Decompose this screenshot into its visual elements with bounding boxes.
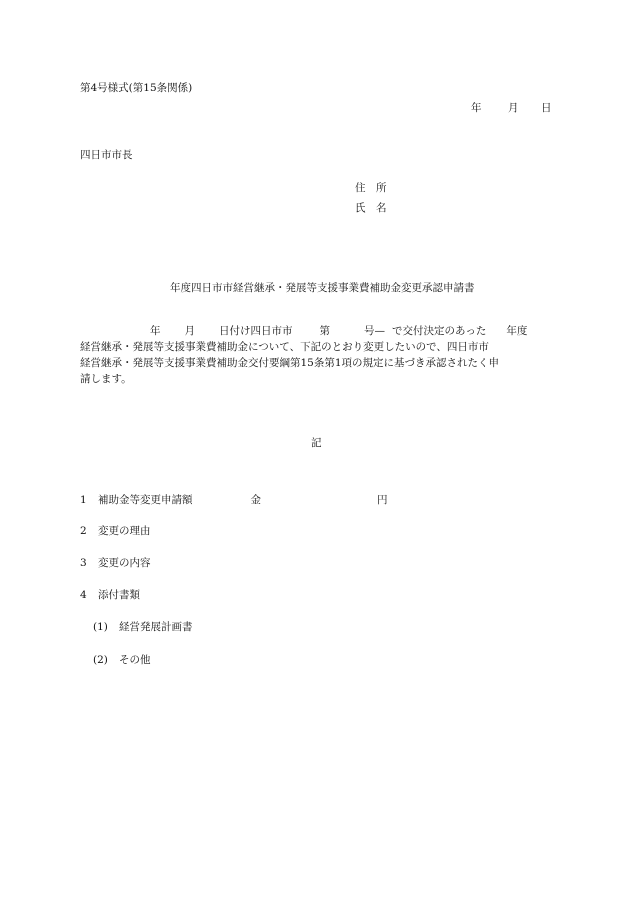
date-day: 日	[541, 102, 552, 114]
item-label: 添付書類	[98, 589, 140, 601]
body-nendo: 年度	[506, 325, 528, 337]
item-4	[80, 588, 140, 602]
body-go: 号—	[364, 325, 385, 337]
amount-kin: 金	[250, 494, 261, 506]
item-1	[80, 493, 388, 507]
body-decision: で交付決定のあった	[392, 325, 487, 337]
body-paragraph	[80, 324, 560, 388]
item-3	[80, 556, 151, 570]
date-year: 年	[471, 102, 482, 114]
attachment-1	[93, 620, 193, 634]
form-number: 第4号様式(第15条関係)	[80, 82, 193, 94]
item-number: 3	[80, 557, 87, 569]
item-number: 4	[80, 589, 87, 601]
item-label: 補助金等変更申請額	[98, 494, 193, 506]
attachment-label: その他	[119, 654, 151, 666]
body-year: 年	[150, 325, 161, 337]
body-line-1	[80, 324, 560, 340]
body-line-3: 経営継承・発展等支援事業費補助金交付要綱第15条第1項の規定に基づき承認されたく申	[80, 357, 500, 369]
body-day-issuer: 日付け四日市市	[219, 325, 293, 337]
body-month: 月	[184, 325, 195, 337]
attachment-label: 経営発展計画書	[119, 621, 193, 633]
document-title: 年度四日市市経営継承・発展等支援事業費補助金変更承認申請書	[170, 282, 475, 294]
address-label: 住 所	[355, 182, 387, 194]
body-line-2: 経営継承・発展等支援事業費補助金について、下記のとおり変更したいので、四日市市	[80, 341, 489, 353]
name-label: 氏 名	[355, 202, 387, 214]
item-2	[80, 524, 151, 538]
date-month: 月	[508, 102, 519, 114]
body-line-4: 請します。	[80, 373, 132, 385]
amount-yen: 円	[377, 494, 388, 506]
attachment-2	[93, 653, 151, 667]
item-label: 変更の内容	[98, 557, 151, 569]
ki-heading: 記	[311, 437, 322, 449]
body-dai: 第	[319, 325, 330, 337]
addressee: 四日市市長	[80, 149, 133, 161]
item-number: 1	[80, 494, 87, 506]
item-label: 変更の理由	[98, 525, 151, 537]
item-number: 2	[80, 525, 87, 537]
attachment-number: (1)	[93, 621, 108, 633]
attachment-number: (2)	[93, 654, 108, 666]
